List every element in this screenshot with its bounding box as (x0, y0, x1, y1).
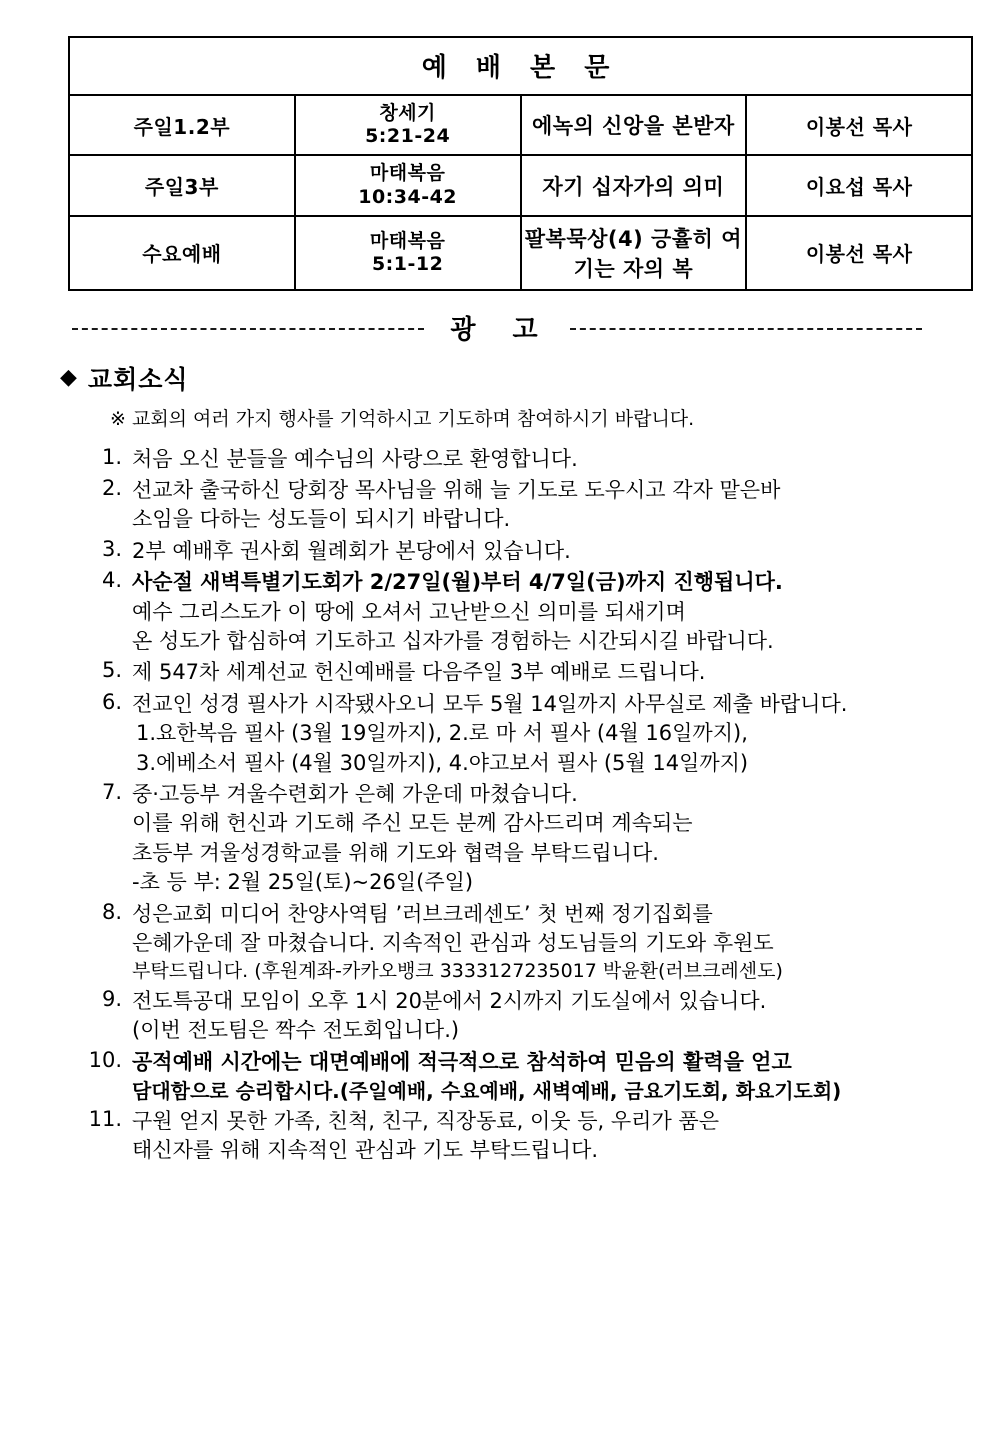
notice-line: 전도특공대 모임이 오후 1시 20분에서 2시까지 기도실에서 있습니다. (132, 988, 767, 1013)
table-row (69, 155, 972, 215)
service-name: 수요예배 (69, 216, 295, 290)
notice-number: 8. (101, 899, 122, 924)
notice-line: 처음 오신 분들을 예수님의 사랑으로 환영합니다. (132, 446, 578, 471)
notice-line: 1.요한복음 필사 (3월 19일까지), 2.로 마 서 필사 (4월 16일까지), (136, 721, 748, 746)
notice-line: 은혜가운데 잘 마쳤습니다. 지속적인 관심과 성도님들의 기도와 후원도 (132, 930, 774, 955)
notice-line: 성은교회 미디어 찬양사역팀 ’러브크레센도’ 첫 번째 정기집회를 (132, 901, 713, 926)
notice-body (132, 658, 992, 687)
notice-line: 3.에베소서 필사 (4월 30일까지), 4.야고보서 필사 (5월 14일까지) (136, 750, 749, 775)
preacher-name: 이요섭 목사 (746, 155, 972, 215)
notice-line: 부탁드립니다. (후원계좌-카카오뱅크 3333127235017 박윤환(러브크레센도) (132, 960, 783, 983)
announcements-title: 광 고 (450, 314, 552, 345)
notice-line: 이를 위해 헌신과 기도해 주신 모든 분께 감사드리며 계속되는 (132, 811, 693, 836)
notice-line: 공적예배 시간에는 대면예배에 적극적으로 참석하여 믿음의 활력을 얻고 (132, 1049, 792, 1074)
notice-body (132, 987, 992, 1046)
list-item (78, 900, 992, 985)
list-item (78, 690, 992, 778)
notice-list (0, 445, 992, 1166)
notice-line: 선교차 출국하신 당회장 목사님을 위해 늘 기도로 도우시고 각자 맡은바 (132, 478, 781, 503)
notice-number: 4. (101, 568, 122, 593)
notice-number: 5. (101, 658, 122, 683)
notice-body (132, 476, 992, 535)
scripture-book: 창세기 (379, 102, 436, 124)
notice-line: 소임을 다하는 성도들이 되시기 바랍니다. (132, 507, 511, 532)
table-row (69, 216, 972, 290)
worship-table (68, 36, 973, 291)
sermon-title: 팔복묵상(4) 긍휼히 여기는 자의 복 (521, 216, 747, 290)
list-item (78, 658, 992, 687)
list-item (78, 1048, 992, 1105)
list-item (78, 568, 992, 656)
diamond-icon: ◆ (60, 364, 78, 390)
notice-number: 9. (101, 986, 122, 1011)
scripture-reference (295, 95, 521, 155)
dashed-rule-left (72, 328, 424, 330)
service-name: 주일3부 (69, 155, 295, 215)
church-news-label: 교회소식 (87, 364, 189, 394)
notice-body (132, 1107, 992, 1166)
notice-body (132, 445, 992, 474)
notice-line: 초등부 겨울성경학교를 위해 기도와 협력을 부탁드립니다. (132, 840, 659, 865)
list-item (78, 445, 992, 474)
notice-line: 태신자를 위해 지속적인 관심과 기도 부탁드립니다. (132, 1138, 599, 1163)
notice-number: 3. (101, 536, 122, 561)
announcements-header (72, 309, 922, 346)
worship-table-title: 예 배 본 문 (69, 37, 972, 95)
notice-line: 제 547차 세계선교 헌신예배를 다음주일 3부 예배로 드립니다. (132, 660, 706, 685)
notice-line: -초 등 부: 2월 25일(토)~26일(주일) (132, 870, 474, 895)
scripture-book: 마태복음 (369, 229, 446, 252)
dashed-rule-right (570, 328, 922, 330)
notice-line: 구원 얻지 못한 가족, 친척, 친구, 직장동료, 이웃 등, 우리가 품은 (132, 1109, 719, 1134)
scripture-reference (295, 155, 521, 215)
worship-table-container (68, 36, 973, 291)
notice-number: 6. (101, 689, 122, 714)
notice-body (132, 690, 992, 778)
church-news-note: ※ 교회의 여러 가지 행사를 기억하시고 기도하며 참여하시기 바랍니다. (110, 407, 695, 430)
notice-line: 예수 그리스도가 이 땅에 오셔서 고난받으신 의미를 되새기며 (132, 599, 686, 624)
notice-body (132, 568, 992, 656)
notice-line: 사순절 새벽특별기도회가 2/27일(월)부터 4/7일(금)까지 진행됩니다. (132, 570, 783, 595)
sermon-title: 에녹의 신앙을 본받자 (521, 95, 747, 155)
notice-number: 2. (101, 476, 122, 501)
service-name: 주일1.2부 (69, 95, 295, 155)
notice-number: 1. (101, 444, 122, 469)
list-item (78, 537, 992, 566)
list-item (78, 476, 992, 535)
bulletin-page (0, 36, 992, 1439)
list-item (78, 987, 992, 1046)
notice-body (132, 900, 992, 985)
scripture-verse: 5:1-12 (371, 252, 444, 275)
notice-body (132, 1048, 992, 1105)
notice-line: 2부 예배후 권사회 월례회가 본당에서 있습니다. (132, 538, 571, 563)
scripture-verse: 10:34-42 (358, 185, 458, 208)
scripture-book: 마태복음 (369, 162, 446, 185)
preacher-name: 이봉선 목사 (746, 216, 972, 290)
church-news-heading (60, 360, 992, 396)
notice-body (132, 537, 992, 566)
scripture-reference (295, 216, 521, 290)
table-title-row (69, 37, 972, 95)
preacher-name: 이봉선 목사 (746, 95, 972, 155)
notice-line: 온 성도가 합심하여 기도하고 십자가를 경험하는 시간되시길 바랍니다. (132, 629, 774, 654)
list-item (78, 1107, 992, 1166)
notice-line: 전교인 성경 필사가 시작됐사오니 모두 5월 14일까지 사무실로 제출 바랍니다. (132, 691, 848, 716)
notice-body (132, 780, 992, 898)
sermon-title: 자기 십자가의 의미 (521, 155, 747, 215)
notice-number: 10. (88, 1047, 122, 1072)
notice-number: 7. (101, 779, 122, 804)
notice-line: 담대함으로 승리합시다.(주일예배, 수요예배, 새벽예배, 금요기도회, 화요기도회) (132, 1079, 842, 1104)
notice-number: 11. (88, 1107, 122, 1132)
scripture-verse: 5:21-24 (365, 125, 451, 148)
notice-line: (이번 전도팀은 짝수 전도회입니다.) (132, 1018, 460, 1043)
table-row (69, 95, 972, 155)
list-item (78, 780, 992, 898)
notice-line: 중·고등부 겨울수련회가 은혜 가운데 마쳤습니다. (132, 781, 578, 806)
